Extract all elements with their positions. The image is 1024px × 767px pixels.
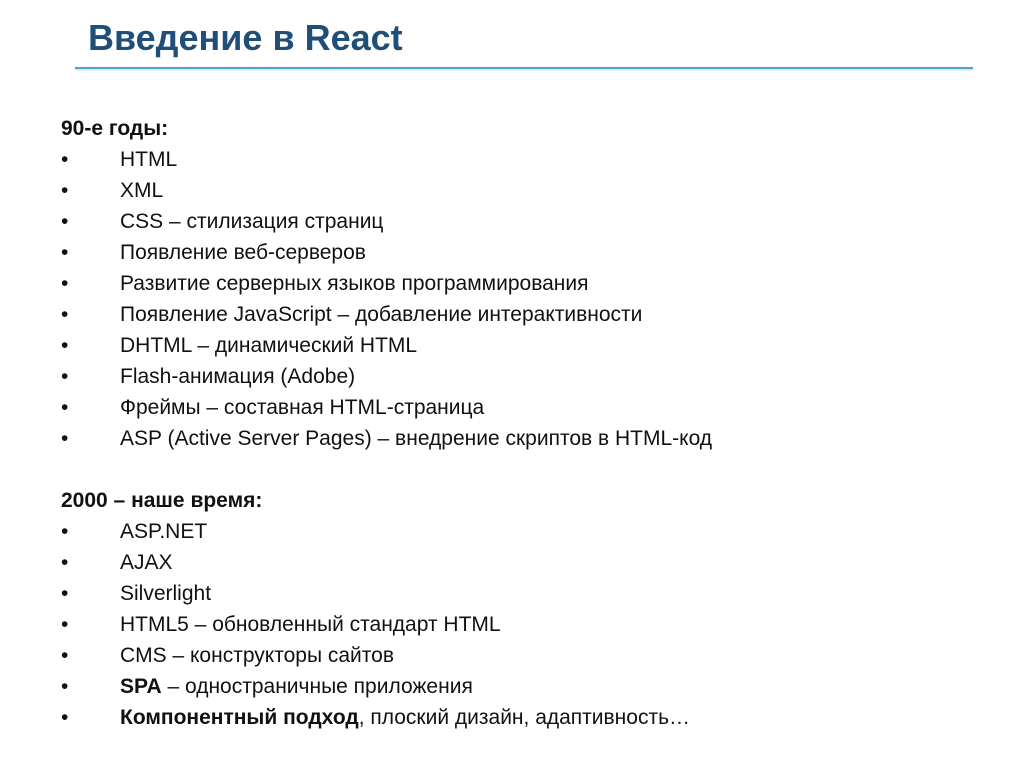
bullet-icon: • bbox=[61, 396, 69, 419]
bullet-list bbox=[61, 144, 961, 454]
list-item-text: Развитие серверных языков программирования bbox=[120, 272, 589, 295]
bullet-list bbox=[61, 516, 961, 733]
list-item-text: , плоский дизайн, адаптивность… bbox=[358, 706, 691, 729]
list-item bbox=[61, 702, 961, 733]
list-item-text: Появление JavaScript – добавление интерактивности bbox=[120, 303, 643, 326]
list-item bbox=[61, 671, 961, 702]
list-item bbox=[61, 237, 961, 268]
list-item bbox=[61, 609, 961, 640]
list-item bbox=[61, 578, 961, 609]
list-item bbox=[61, 361, 961, 392]
list-item-text: ASP.NET bbox=[120, 520, 208, 543]
section-90s bbox=[61, 113, 961, 454]
bullet-icon: • bbox=[61, 365, 69, 388]
slide-title: Введение в React bbox=[88, 17, 403, 58]
list-item-text: Фреймы – составная HTML-страница bbox=[120, 396, 485, 419]
section-heading: 90-е годы: bbox=[61, 117, 169, 140]
bullet-icon: • bbox=[61, 582, 69, 605]
bullet-icon: • bbox=[61, 644, 69, 667]
list-item-bold-text: Компонентный подход bbox=[120, 706, 359, 729]
list-item bbox=[61, 206, 961, 237]
list-item bbox=[61, 423, 961, 454]
list-item-text: Появление веб-серверов bbox=[120, 241, 366, 264]
list-item bbox=[61, 268, 961, 299]
list-item bbox=[61, 547, 961, 578]
section-2000s bbox=[61, 485, 961, 733]
bullet-icon: • bbox=[61, 551, 69, 574]
list-item-text: HTML bbox=[120, 148, 178, 171]
bullet-icon: • bbox=[61, 179, 69, 202]
bullet-icon: • bbox=[61, 334, 69, 357]
bullet-icon: • bbox=[61, 148, 69, 171]
title-divider bbox=[75, 67, 973, 69]
list-item-text: CSS – стилизация страниц bbox=[120, 210, 384, 233]
list-item bbox=[61, 640, 961, 671]
bullet-icon: • bbox=[61, 241, 69, 264]
list-item-text: CMS – конструкторы сайтов bbox=[120, 644, 394, 667]
list-item-text: Silverlight bbox=[120, 582, 212, 605]
list-item bbox=[61, 516, 961, 547]
bullet-icon: • bbox=[61, 613, 69, 636]
list-item bbox=[61, 392, 961, 423]
list-item-text: XML bbox=[120, 179, 164, 202]
list-item bbox=[61, 144, 961, 175]
list-item bbox=[61, 175, 961, 206]
slide-content bbox=[61, 113, 961, 733]
bullet-icon: • bbox=[61, 303, 69, 326]
bullet-icon: • bbox=[61, 272, 69, 295]
bullet-icon: • bbox=[61, 706, 69, 729]
list-item-text: DHTML – динамический HTML bbox=[120, 334, 418, 357]
bullet-icon: • bbox=[61, 210, 69, 233]
list-item-text: Flash-анимация (Adobe) bbox=[120, 365, 356, 388]
list-item-text: – одностраничные приложения bbox=[161, 675, 473, 698]
list-item-text: AJAX bbox=[120, 551, 173, 574]
bullet-icon: • bbox=[61, 675, 69, 698]
list-item bbox=[61, 330, 961, 361]
list-item-text: HTML5 – обновленный стандарт HTML bbox=[120, 613, 501, 636]
list-item bbox=[61, 299, 961, 330]
bullet-icon: • bbox=[61, 520, 69, 543]
list-item-bold-text: SPA bbox=[120, 675, 162, 698]
list-item-text: ASP (Active Server Pages) – внедрение скриптов в HTML-код bbox=[120, 427, 713, 450]
section-heading: 2000 – наше время: bbox=[61, 489, 263, 512]
bullet-icon: • bbox=[61, 427, 69, 450]
